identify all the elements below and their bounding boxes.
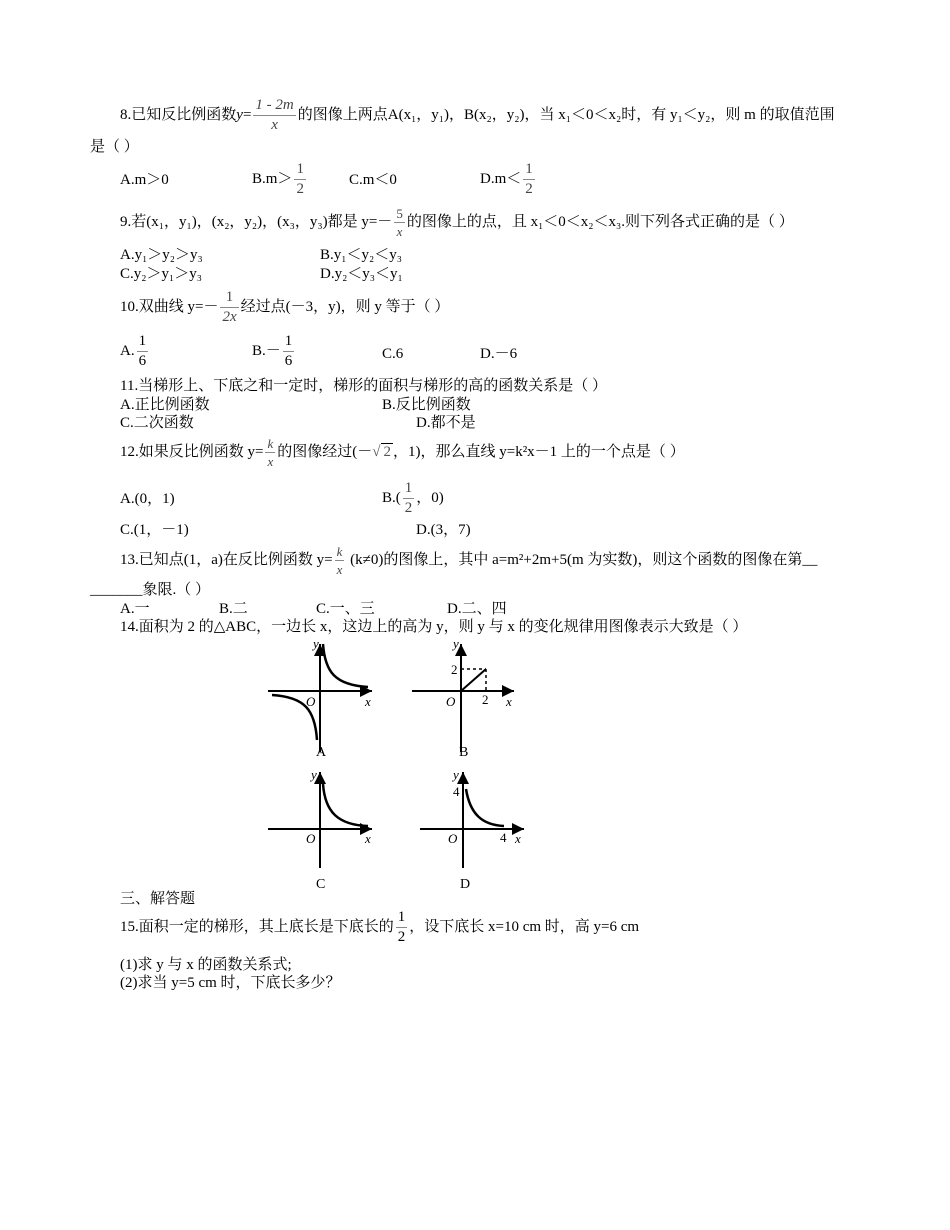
- q12-sqrt-value: 2: [383, 443, 391, 460]
- graph-d-curve: [466, 789, 504, 826]
- q15-line1: [120, 910, 639, 945]
- q12-pre: 12.如果反比例函数 y=: [120, 443, 264, 460]
- graph-c-curve: [323, 784, 368, 826]
- q9-fraction: [394, 207, 405, 238]
- graph-a-curve-q1: [323, 644, 368, 687]
- q10-optb-num: 1: [283, 334, 295, 352]
- graph-d-x-tick: 4: [500, 830, 507, 845]
- q15-frac-num: 1: [396, 910, 408, 928]
- q13-fraction: [335, 545, 345, 576]
- q10-post: 经过点(－3，y)，则 y 等于（ ）: [240, 298, 450, 315]
- q13-option-d: D.二、四: [447, 601, 507, 617]
- graph-d-x-label: x: [515, 831, 521, 846]
- graph-a: [268, 636, 372, 760]
- q8-optd-den: 2: [525, 181, 533, 197]
- q8-option-b: [252, 162, 308, 197]
- q9-option-a: A.y₁＞y₂＞y₃: [120, 247, 203, 263]
- q9-pre: 9.若(x₁，y₁)，(x₂，y₂)，(x₃，y₃)都是 y=－: [120, 213, 393, 230]
- graph-b-x-tick: 2: [482, 692, 489, 707]
- q13-option-c: C.一、三: [316, 601, 375, 617]
- q13-line1: [120, 545, 817, 576]
- q8-line2: 是（ ）: [90, 139, 139, 155]
- q10-opta-frac: [137, 334, 149, 369]
- q10-option-b: [252, 334, 296, 369]
- q9-option-d: D.y₂＜y₃＜y₁: [320, 266, 403, 282]
- q11-option-b: B.反比例函数: [382, 397, 471, 413]
- q9-frac-den: x: [396, 224, 403, 239]
- q14-graphs: [0, 632, 950, 892]
- graph-b-line: [461, 669, 486, 691]
- graph-c-caption: C: [316, 877, 326, 892]
- q8-fraction: [253, 98, 295, 133]
- graph-d-y-tick: 4: [453, 784, 460, 799]
- graph-a-origin: O: [306, 694, 316, 709]
- q10-fraction: [220, 290, 238, 325]
- q12-optb-pre: B.(: [382, 489, 401, 506]
- q8-optd-num: 1: [523, 162, 535, 180]
- q9-post: 的图像上的点，且 x₁＜0＜x₂＜x₃.则下列各式正确的是（ ）: [406, 213, 794, 230]
- q10-option-a: [120, 334, 150, 369]
- graph-a-caption: A: [316, 745, 327, 760]
- q8-optb-den: 2: [296, 181, 304, 197]
- q12-optb-frac: [403, 481, 415, 516]
- q15-part1: (1)求 y 与 x 的函数关系式;: [120, 957, 292, 973]
- q12-frac-num: k: [267, 436, 274, 451]
- q14-stem: 14.面积为 2 的△ABC，一边长 x，这边上的高为 y，则 y 与 x 的变化规律用图像表示大致是（ ）: [120, 619, 748, 635]
- q11-option-a: A.正比例函数: [120, 397, 210, 413]
- q8-option-c: C.m＜0: [349, 172, 397, 188]
- q9-line1: [120, 207, 794, 238]
- q11-option-d: D.都不是: [416, 415, 476, 431]
- q8-optd-frac: [523, 162, 535, 197]
- q15-pre: 15.面积一定的梯形，其上底长是下底长的: [120, 918, 394, 935]
- q13-option-a: A.一: [120, 601, 150, 617]
- q10-opta-pre: A.: [120, 342, 135, 359]
- q11-option-c: C.二次函数: [120, 415, 194, 431]
- section-heading: 三、解答题: [120, 891, 196, 907]
- q8-y: y: [236, 106, 243, 123]
- q13-pre: 13.已知点(1，a)在反比例函数 y=: [120, 551, 333, 568]
- graph-d-caption: D: [460, 877, 471, 892]
- q12-fraction: [265, 437, 275, 468]
- q12-option-d: D.(3，7): [416, 522, 471, 538]
- q10-option-c: C.6: [382, 346, 404, 362]
- q10-frac-den: 2x: [222, 309, 237, 325]
- graph-d: [420, 767, 524, 892]
- graph-b-caption: B: [459, 745, 469, 760]
- q12-option-a: A.(0，1): [120, 491, 175, 507]
- q12-line1: 12.如果反比例函数 y= $\frac{k}{x}$ 的图像经过(－√ 2 ，1)，那么直线 y=k²x－1 上的一个点是（ ）: [120, 436, 685, 469]
- graph-a-x-label: x: [365, 694, 371, 709]
- q13-frac-num: k: [336, 544, 343, 559]
- q12-mid: 的图像经过(－: [277, 443, 373, 460]
- q12-option-c: C.(1，－1): [120, 522, 189, 538]
- q8-frac-den: x: [271, 117, 278, 133]
- graph-a-y-label: y: [313, 636, 319, 651]
- q15-post: ，设下底长 x=10 cm 时，高 y=6 cm: [409, 918, 640, 935]
- q12-optb-num: 1: [403, 481, 415, 499]
- q15-part2: (2)求当 y=5 cm 时，下底长多少？: [120, 975, 341, 991]
- q13-option-b: B.二: [219, 601, 248, 617]
- q8-line1: [120, 98, 835, 133]
- q12-frac-den: x: [267, 454, 274, 469]
- q10-opta-num: 1: [137, 334, 149, 352]
- q10-frac-num: 1: [220, 290, 238, 308]
- q8-option-a: A.m＞0: [120, 172, 169, 188]
- q8-optb-pre: B.m＞: [252, 170, 293, 187]
- graph-c-x-label: x: [365, 831, 371, 846]
- q8-optd-pre: D.m＜: [480, 170, 522, 187]
- graph-d-y-label: y: [453, 767, 459, 782]
- q10-option-d: D.－6: [480, 346, 518, 362]
- q15-fraction: [396, 910, 408, 945]
- q8-prefix: 8.已知反比例函数: [120, 106, 237, 123]
- q12-optb-post: ，0): [416, 489, 444, 506]
- q8-eq: =: [242, 106, 252, 123]
- q8-mid: 的图像上两点: [297, 106, 388, 123]
- q10-opta-den: 6: [138, 353, 147, 369]
- q8-optb-frac: [294, 162, 306, 197]
- q9-option-c: C.y₂＞y₁＞y₃: [120, 266, 202, 282]
- q10-pre: 10.双曲线 y=－: [120, 298, 219, 315]
- graph-b-y-label: y: [453, 636, 459, 651]
- graph-c-origin: O: [306, 831, 316, 846]
- graph-b: [412, 636, 514, 760]
- q8-optb-num: 1: [294, 162, 306, 180]
- q10-line1: [120, 290, 449, 325]
- q12-post: ，1)，那么直线 y=k²x－1 上的一个点是（ ）: [392, 443, 685, 460]
- q9-frac-num: 5: [396, 206, 403, 221]
- q13-line2: _______象限.（ ）: [90, 582, 211, 598]
- graph-b-y-tick: 2: [451, 662, 458, 677]
- q15-frac-den: 2: [397, 929, 406, 945]
- q10-optb-den: 6: [284, 353, 293, 369]
- q8-option-d: [480, 162, 537, 197]
- graph-c: [268, 767, 372, 892]
- graph-d-origin: O: [448, 831, 458, 846]
- q12-optb-den: 2: [404, 500, 413, 516]
- graph-b-origin: O: [446, 694, 456, 709]
- q12-option-b: [382, 481, 444, 516]
- q13-post: (k≠0)的图像上，其中 a=m²+2m+5(m 为实数)，则这个函数的图像在第__: [346, 551, 818, 568]
- graph-b-x-label: x: [506, 694, 512, 709]
- q8-frac-num: 1 - 2m: [253, 98, 295, 116]
- q11-stem: 11.当梯形上、下底之和一定时，梯形的面积与梯形的高的函数关系是（ ）: [120, 378, 607, 394]
- q10-optb-pre: B.－: [252, 342, 281, 359]
- graph-c-y-label: y: [311, 767, 317, 782]
- q9-option-b: B.y₁＜y₂＜y₃: [320, 247, 402, 263]
- q10-optb-frac: [283, 334, 295, 369]
- q13-frac-den: x: [336, 562, 343, 577]
- q8-rest: A(x₁，y₁)，B(x₂，y₂)，当 x₁＜0＜x₂时，有 y₁＜y₂，则 m 的取值范围: [387, 106, 835, 123]
